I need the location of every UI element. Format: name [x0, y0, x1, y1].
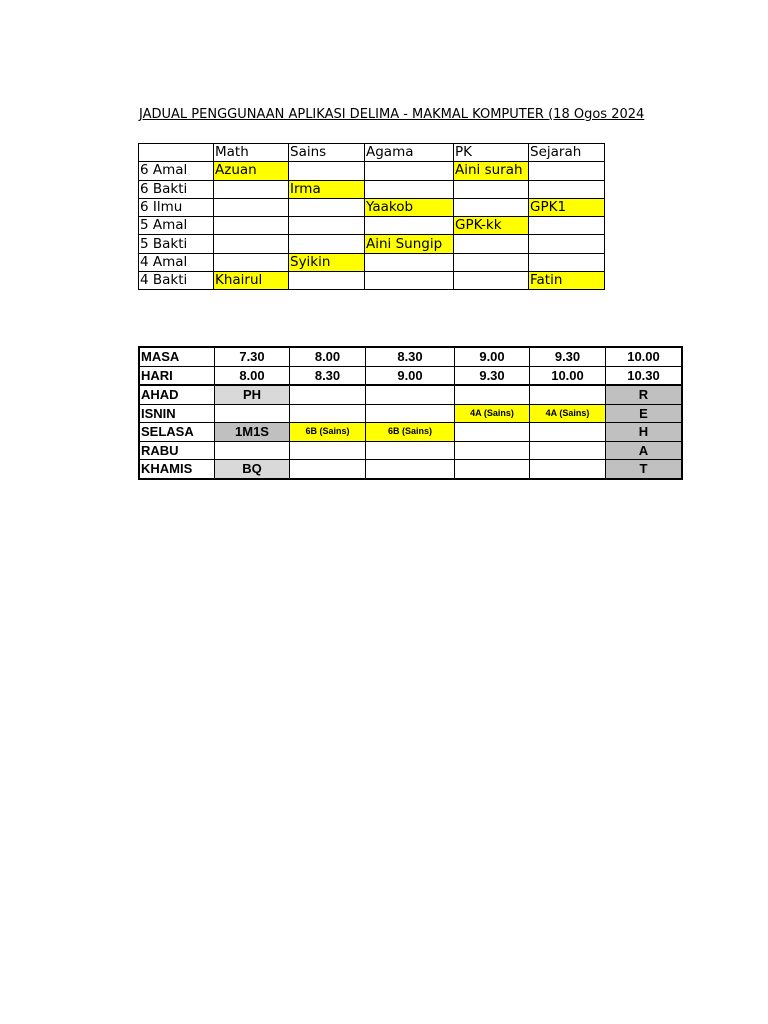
teacher-cell: [214, 235, 289, 253]
schedule-cell: [290, 441, 366, 460]
rehat-cell: R: [606, 385, 683, 404]
teacher-cell: [529, 253, 605, 271]
header-cell: [139, 144, 214, 162]
header-cell: Sains: [289, 144, 365, 162]
table-row: [139, 217, 605, 235]
subject-teacher-table: [138, 143, 605, 290]
teacher-cell: GPK-kk: [454, 217, 529, 235]
teacher-cell: [529, 217, 605, 235]
day-row: [139, 441, 682, 460]
teacher-cell: Fatin: [529, 272, 605, 290]
teacher-cell: [214, 253, 289, 271]
schedule-cell: [366, 385, 455, 404]
lab-schedule-table: [138, 346, 683, 480]
table-header-row: [139, 144, 605, 162]
teacher-cell: Khairul: [214, 272, 289, 290]
teacher-cell: [454, 180, 529, 198]
teacher-cell: Syikin: [289, 253, 365, 271]
day-label: KHAMIS: [139, 460, 215, 479]
schedule-cell: [455, 385, 530, 404]
teacher-cell: [454, 272, 529, 290]
table-row: [139, 198, 605, 216]
time-cell: 10.00: [606, 347, 683, 366]
teacher-cell: [289, 198, 365, 216]
teacher-cell: [365, 253, 454, 271]
time-cell: 8.30: [366, 347, 455, 366]
schedule-cell: 1M1S: [215, 423, 290, 442]
header-cell: PK: [454, 144, 529, 162]
class-label: 5 Amal: [139, 217, 214, 235]
schedule-cell: [215, 404, 290, 423]
teacher-cell: [365, 180, 454, 198]
schedule-cell: BQ: [215, 460, 290, 479]
time-cell: 9.30: [455, 366, 530, 385]
class-label: 6 Ilmu: [139, 198, 214, 216]
class-label: 4 Amal: [139, 253, 214, 271]
teacher-cell: Yaakob: [365, 198, 454, 216]
schedule-cell: [215, 441, 290, 460]
teacher-cell: [214, 217, 289, 235]
day-row: [139, 385, 682, 404]
time-cell: 8.30: [290, 366, 366, 385]
schedule-cell: 6B (Sains): [290, 423, 366, 442]
time-cell: 8.00: [215, 366, 290, 385]
header-cell: Sejarah: [529, 144, 605, 162]
teacher-cell: [214, 198, 289, 216]
schedule-cell: 4A (Sains): [455, 404, 530, 423]
teacher-cell: [365, 217, 454, 235]
schedule-cell: [290, 404, 366, 423]
table-row: [139, 235, 605, 253]
teacher-cell: Aini Sungip: [365, 235, 454, 253]
time-cell: 9.00: [455, 347, 530, 366]
schedule-cell: [530, 460, 606, 479]
class-label: 5 Bakti: [139, 235, 214, 253]
schedule-cell: PH: [215, 385, 290, 404]
teacher-cell: [529, 162, 605, 180]
schedule-cell: [530, 441, 606, 460]
class-label: 6 Bakti: [139, 180, 214, 198]
time-cell: 9.30: [530, 347, 606, 366]
schedule-cell: [455, 441, 530, 460]
rehat-cell: E: [606, 404, 683, 423]
schedule-cell: [366, 404, 455, 423]
rehat-cell: A: [606, 441, 683, 460]
teacher-cell: [289, 217, 365, 235]
time-cell: 9.00: [366, 366, 455, 385]
header-cell: Math: [214, 144, 289, 162]
day-label: AHAD: [139, 385, 215, 404]
teacher-cell: [289, 272, 365, 290]
schedule-cell: [530, 423, 606, 442]
teacher-cell: Azuan: [214, 162, 289, 180]
teacher-cell: [454, 235, 529, 253]
time-cell: 8.00: [290, 347, 366, 366]
header-cell: Agama: [365, 144, 454, 162]
time-cell: 10.00: [530, 366, 606, 385]
page-title: JADUAL PENGGUNAAN APLIKASI DELIMA - MAKMAL KOMPUTER (18 Ogos 2024: [139, 107, 645, 122]
teacher-cell: Irma: [289, 180, 365, 198]
rehat-cell: H: [606, 423, 683, 442]
table-row: [139, 272, 605, 290]
day-label: ISNIN: [139, 404, 215, 423]
schedule-cell: [455, 460, 530, 479]
teacher-cell: [214, 180, 289, 198]
day-row: [139, 404, 682, 423]
teacher-cell: [529, 235, 605, 253]
schedule-cell: [366, 441, 455, 460]
row-label: HARI: [139, 366, 215, 385]
rehat-cell: T: [606, 460, 683, 479]
teacher-cell: [289, 162, 365, 180]
teacher-cell: [365, 272, 454, 290]
teacher-cell: [365, 162, 454, 180]
schedule-cell: [530, 385, 606, 404]
masa-row: [139, 347, 682, 366]
time-cell: 7.30: [215, 347, 290, 366]
table-row: [139, 162, 605, 180]
teacher-cell: [454, 253, 529, 271]
hari-row: [139, 366, 682, 385]
schedule-cell: 4A (Sains): [530, 404, 606, 423]
class-label: 4 Bakti: [139, 272, 214, 290]
class-label: 6 Amal: [139, 162, 214, 180]
schedule-cell: [366, 460, 455, 479]
day-row: [139, 423, 682, 442]
time-cell: 10.30: [606, 366, 683, 385]
table-row: [139, 180, 605, 198]
schedule-cell: 6B (Sains): [366, 423, 455, 442]
day-label: SELASA: [139, 423, 215, 442]
teacher-cell: [454, 198, 529, 216]
table-row: [139, 253, 605, 271]
schedule-cell: [290, 385, 366, 404]
teacher-cell: Aini surah: [454, 162, 529, 180]
day-row: [139, 460, 682, 479]
teacher-cell: GPK1: [529, 198, 605, 216]
day-label: RABU: [139, 441, 215, 460]
teacher-cell: [529, 180, 605, 198]
schedule-cell: [455, 423, 530, 442]
row-label: MASA: [139, 347, 215, 366]
schedule-cell: [290, 460, 366, 479]
teacher-cell: [289, 235, 365, 253]
